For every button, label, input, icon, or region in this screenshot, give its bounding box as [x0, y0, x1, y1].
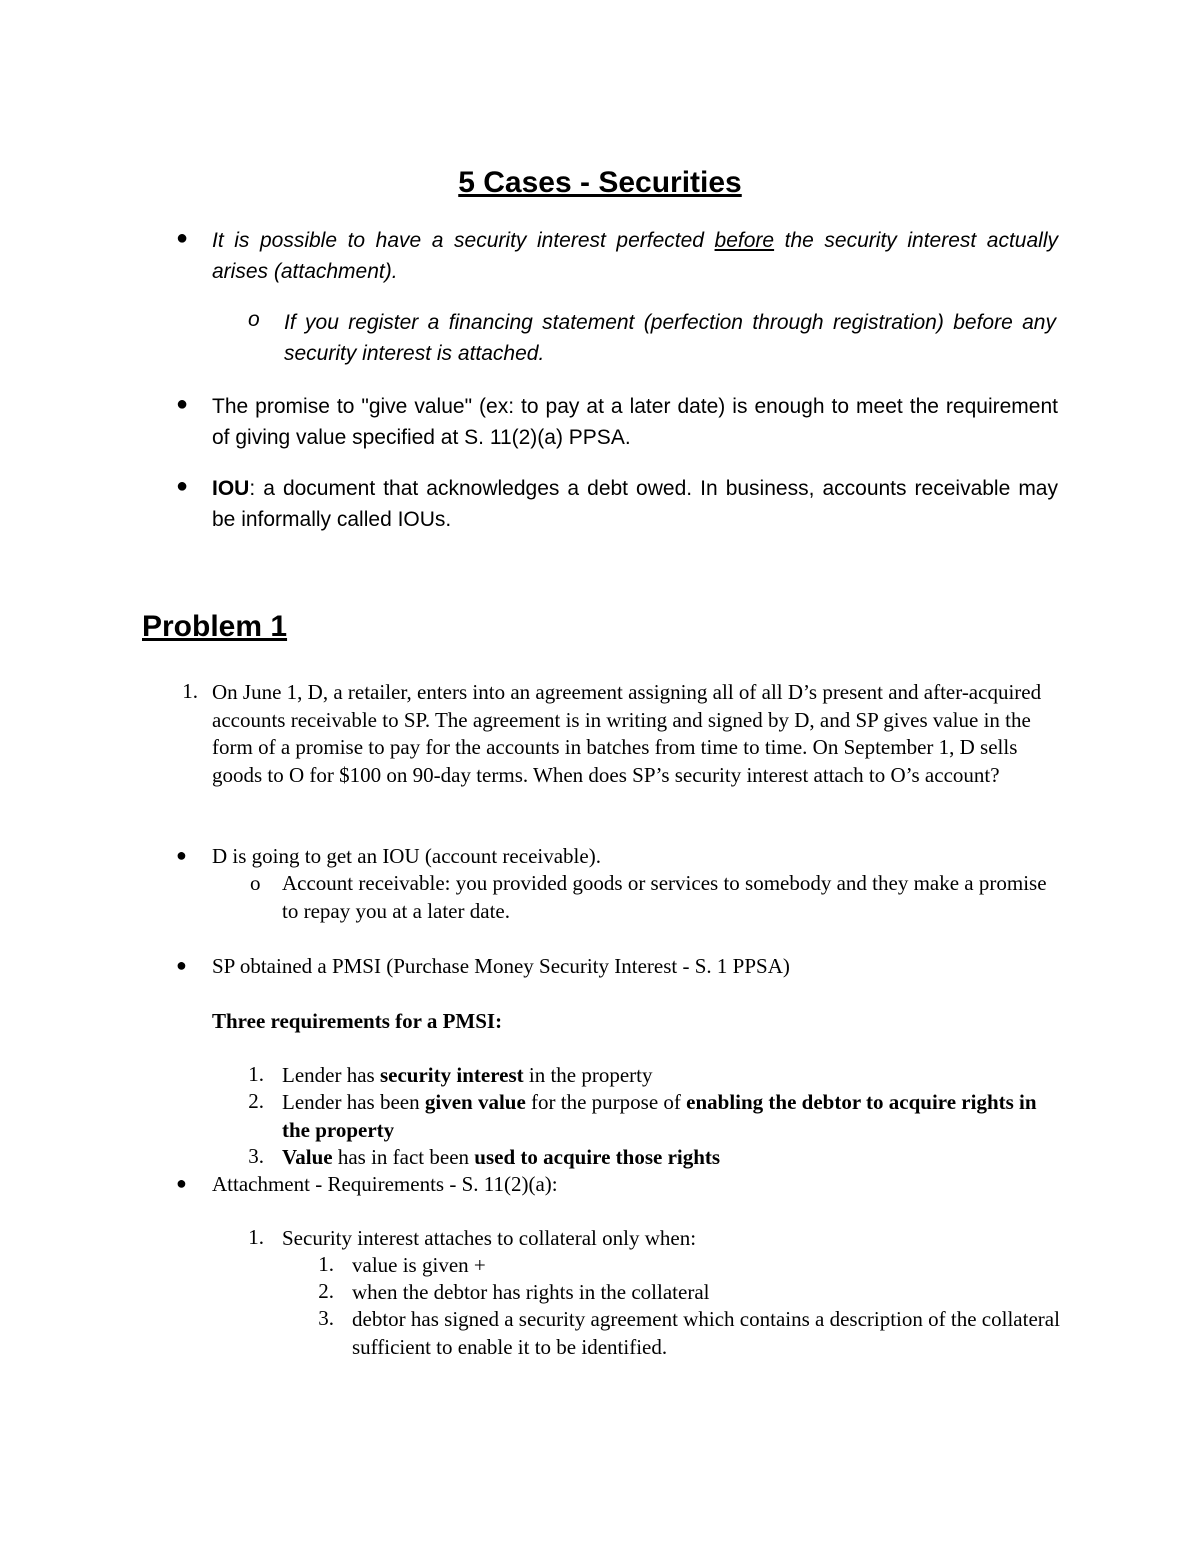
- pmsi-requirement-1: [282, 1062, 1062, 1090]
- att-sub-number: 3.: [318, 1306, 334, 1330]
- pmsi-requirement-2: [282, 1089, 1062, 1144]
- note-account-receivable: Account receivable: you provided goods or services to somebody and they make a promise to repay you at a later date.: [282, 871, 1047, 923]
- att-number: 1.: [248, 1225, 264, 1249]
- sub-bullet-marker: o: [250, 871, 261, 895]
- problem-text: On June 1, D, a retailer, enters into an agreement assigning all of all D’s present and after-acquired accounts receivable to SP. The agreement is in writing and signed by D, and SP gives value in the form of a promise to pay for the accounts in batches from time to time. On September 1, D sells goods to O for $100 on 90-day terms. When does SP’s security interest attach to O’s account?: [212, 680, 1042, 787]
- document-title: 5 Cases - Securities: [458, 166, 742, 199]
- req-bold: used to acquire those rights: [474, 1145, 721, 1169]
- intro-bullet-2: The promise to "give value" (ex: to pay at a later date) is enough to meet the requirement of giving value specified at S. 11(2)(a) PPSA.: [212, 395, 1058, 449]
- attachment-condition-2: when the debtor has rights in the collateral: [352, 1280, 710, 1304]
- bullet-icon: ●: [176, 955, 187, 975]
- att-sub-number: 2.: [318, 1279, 334, 1303]
- att-sub-number: 1.: [318, 1252, 334, 1276]
- attachment-condition-1: value is given +: [352, 1253, 486, 1277]
- intro-bullet-1-text-end: the security interest actually arises (attachment).: [212, 229, 1058, 283]
- req-number: 3.: [248, 1144, 264, 1168]
- note-iou: D is going to get an IOU (account receivable).: [212, 844, 601, 868]
- req-bold: Value: [282, 1145, 333, 1169]
- problem-number: 1.: [182, 679, 198, 703]
- intro-bullet-1: [212, 225, 1058, 287]
- intro-sub-bullet: If you register a financing statement (perfection through registration) before any security interest is attached.: [284, 311, 1056, 365]
- req-number: 2.: [248, 1089, 264, 1113]
- pmsi-requirements-heading: Three requirements for a PMSI:: [212, 1009, 503, 1033]
- pmsi-requirement-3: [282, 1144, 1062, 1172]
- attachment-rule: Security interest attaches to collateral only when:: [282, 1226, 697, 1250]
- intro-bullet-3: [212, 473, 1058, 535]
- req-text: Lender has been: [282, 1090, 425, 1114]
- bullet-icon: ●: [176, 227, 189, 249]
- req-bold: enabling the debtor to acquire rights in the property: [282, 1090, 1037, 1142]
- intro-bullet-1-underlined: before: [714, 229, 775, 252]
- req-bold: given value: [424, 1090, 526, 1114]
- note-pmsi: SP obtained a PMSI (Purchase Money Security Interest - S. 1 PPSA): [212, 954, 790, 978]
- problem-heading: Problem 1: [142, 610, 288, 643]
- intro-bullet-1-text: It is possible to have a security interest perfected: [212, 229, 715, 252]
- req-text: has in fact been: [332, 1145, 475, 1169]
- bullet-icon: ●: [176, 845, 187, 865]
- sub-bullet-marker: o: [248, 308, 260, 331]
- iou-definition: : a document that acknowledges a debt owed. In business, accounts receivable may be informally called IOUs.: [212, 477, 1058, 531]
- req-text: for the purpose of: [525, 1090, 687, 1114]
- req-number: 1.: [248, 1062, 264, 1086]
- bullet-icon: ●: [176, 1173, 187, 1193]
- req-text: Lender has: [282, 1063, 380, 1087]
- iou-term: IOU: [212, 477, 250, 500]
- attachment-condition-3: debtor has signed a security agreement which contains a description of the collateral sufficient to enable it to be identified.: [352, 1307, 1060, 1359]
- req-bold: security interest: [379, 1063, 524, 1087]
- bullet-icon: ●: [176, 475, 189, 497]
- req-text: in the property: [523, 1063, 653, 1087]
- note-attachment: Attachment - Requirements - S. 11(2)(a):: [212, 1172, 558, 1196]
- bullet-icon: ●: [176, 393, 189, 415]
